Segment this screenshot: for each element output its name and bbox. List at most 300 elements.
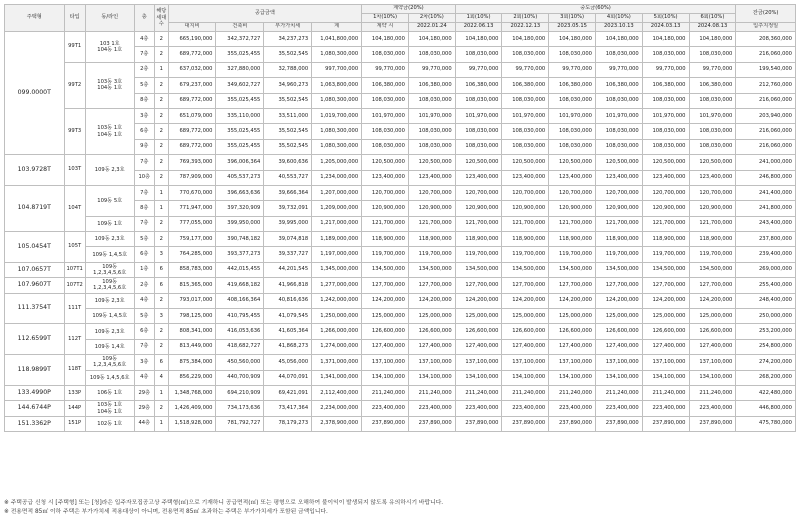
- cell-dep2: 137,100,000: [408, 355, 455, 370]
- header-dep1-when: 계약 시: [362, 23, 409, 32]
- cell-middle: 125,000,000: [689, 309, 736, 324]
- cell-unit-line: 109동 2,3호: [85, 324, 134, 339]
- cell-balance: 255,400,000: [736, 278, 796, 293]
- cell-count: 2: [154, 232, 168, 247]
- cell-middle: 134,500,000: [455, 262, 502, 277]
- cell-middle: 99,770,000: [455, 62, 502, 77]
- cell-middle: 137,100,000: [642, 355, 689, 370]
- cell-tower: 111T: [64, 293, 85, 324]
- cell-unit-line: 109동 1,4,5,6호: [85, 370, 134, 385]
- cell-count: 3: [154, 309, 168, 324]
- table-row: [5, 370, 796, 385]
- cell-balance: 243,400,000: [736, 216, 796, 231]
- cell-dep1: 108,030,000: [362, 124, 409, 139]
- cell-balance: 241,800,000: [736, 201, 796, 216]
- cell-dep1: 119,700,000: [362, 247, 409, 262]
- cell-vat: 35,502,545: [264, 124, 312, 139]
- cell-middle: 120,900,000: [502, 201, 549, 216]
- cell-vat: 41,079,545: [264, 309, 312, 324]
- cell-land: 770,670,000: [168, 185, 216, 200]
- cell-middle: 124,200,000: [455, 293, 502, 308]
- cell-floor: 4층: [134, 293, 154, 308]
- header-deposit: 계약금(20%): [362, 5, 456, 14]
- cell-middle: 125,000,000: [502, 309, 549, 324]
- cell-middle: 108,030,000: [689, 139, 736, 154]
- cell-unit-line: 103 1호 104동 1호: [85, 32, 134, 63]
- cell-dep2: 118,900,000: [408, 232, 455, 247]
- cell-unit-line: 106동 1호: [85, 385, 134, 400]
- cell-middle: 108,030,000: [689, 124, 736, 139]
- header-mid-label: 1회(10%): [455, 14, 502, 23]
- cell-middle: 237,890,000: [455, 416, 502, 431]
- cell-land: 637,032,000: [168, 62, 216, 77]
- cell-middle: 121,700,000: [502, 216, 549, 231]
- cell-middle: 211,240,000: [502, 385, 549, 400]
- cell-middle: 104,180,000: [455, 32, 502, 47]
- cell-count: 2: [154, 155, 168, 170]
- header-mid-date: 2023.10.13: [595, 23, 642, 32]
- cell-middle: 118,900,000: [549, 232, 596, 247]
- cell-total: 1,063,800,000: [312, 78, 362, 93]
- cell-tower: 99T3: [64, 108, 85, 154]
- cell-vat: 69,421,091: [264, 385, 312, 400]
- cell-balance: 250,000,000: [736, 309, 796, 324]
- cell-middle: 223,400,000: [642, 401, 689, 416]
- cell-count: 3: [154, 247, 168, 262]
- cell-middle: 137,100,000: [455, 355, 502, 370]
- cell-vat: 39,995,000: [264, 216, 312, 231]
- cell-floor: 7층: [134, 185, 154, 200]
- cell-unit-line: 103동 1호 104동 1호: [85, 401, 134, 416]
- footnote: ※ 전용면적 85㎡ 이하 주택은 부가가치세 적용대상이 아니며, 전용면적 85㎡ 초과하는 주택은 부가가치세가 포함된 금액입니다.: [4, 509, 328, 515]
- cell-balance: 241,000,000: [736, 155, 796, 170]
- cell-middle: 119,700,000: [689, 247, 736, 262]
- cell-dep2: 108,030,000: [408, 139, 455, 154]
- cell-middle: 123,400,000: [455, 170, 502, 185]
- cell-total: 1,234,000,000: [312, 170, 362, 185]
- cell-middle: 108,030,000: [455, 139, 502, 154]
- cell-unit-line: 109동 1호: [85, 216, 134, 231]
- cell-land: 689,772,000: [168, 93, 216, 108]
- cell-building: 335,110,000: [216, 108, 264, 123]
- cell-vat: 35,502,545: [264, 93, 312, 108]
- table-row: [5, 401, 796, 416]
- cell-building: 396,663,636: [216, 185, 264, 200]
- cell-middle: 99,770,000: [595, 62, 642, 77]
- cell-middle: 108,030,000: [642, 47, 689, 62]
- cell-building: 442,015,455: [216, 262, 264, 277]
- cell-vat: 32,788,000: [264, 62, 312, 77]
- cell-dep1: 108,030,000: [362, 139, 409, 154]
- cell-vat: 39,337,727: [264, 247, 312, 262]
- cell-building: 408,166,364: [216, 293, 264, 308]
- cell-middle: 127,700,000: [502, 278, 549, 293]
- cell-building: 355,025,455: [216, 47, 264, 62]
- cell-count: 6: [154, 262, 168, 277]
- cell-middle: 126,600,000: [642, 324, 689, 339]
- header-floor: 층: [134, 5, 154, 32]
- cell-unit-line: 109동 2,3호: [85, 293, 134, 308]
- cell-middle: 126,600,000: [689, 324, 736, 339]
- cell-balance: 208,360,000: [736, 32, 796, 47]
- cell-middle: 120,500,000: [455, 155, 502, 170]
- cell-balance: 203,940,000: [736, 108, 796, 123]
- cell-middle: 237,890,000: [502, 416, 549, 431]
- cell-vat: 78,179,273: [264, 416, 312, 431]
- header-mid-date: 2023.05.15: [549, 23, 596, 32]
- cell-middle: 104,180,000: [642, 32, 689, 47]
- cell-middle: 127,400,000: [502, 339, 549, 354]
- cell-building: 355,025,455: [216, 93, 264, 108]
- cell-land: 793,017,000: [168, 293, 216, 308]
- cell-tower: 107T1: [64, 262, 85, 277]
- cell-floor: 7층: [134, 155, 154, 170]
- cell-middle: 121,700,000: [455, 216, 502, 231]
- cell-tower: 99T1: [64, 32, 85, 63]
- cell-balance: 246,800,000: [736, 170, 796, 185]
- cell-type: 112.6599T: [5, 324, 65, 355]
- cell-tower: 99T2: [64, 62, 85, 108]
- cell-total: 1,266,000,000: [312, 324, 362, 339]
- cell-land: 808,341,000: [168, 324, 216, 339]
- cell-vat: 41,868,273: [264, 339, 312, 354]
- price-schedule-table: [4, 4, 796, 432]
- cell-middle: 237,890,000: [689, 416, 736, 431]
- cell-building: 694,210,909: [216, 385, 264, 400]
- cell-dep1: 118,900,000: [362, 232, 409, 247]
- cell-floor: 7층: [134, 47, 154, 62]
- cell-tower: 103T: [64, 155, 85, 186]
- table-row: [5, 185, 796, 200]
- cell-middle: 223,400,000: [549, 401, 596, 416]
- header-mid-label: 6회(10%): [689, 14, 736, 23]
- cell-middle: 125,000,000: [642, 309, 689, 324]
- table-row: [5, 355, 796, 370]
- cell-unit-line: 109동 1,2,3,4,5,6호: [85, 278, 134, 293]
- cell-middle: 118,900,000: [502, 232, 549, 247]
- cell-balance: 268,200,000: [736, 370, 796, 385]
- cell-vat: 39,666,364: [264, 185, 312, 200]
- cell-middle: 127,400,000: [455, 339, 502, 354]
- cell-count: 1: [154, 185, 168, 200]
- cell-total: 2,112,400,000: [312, 385, 362, 400]
- cell-building: 734,173,636: [216, 401, 264, 416]
- cell-type: 144.6744P: [5, 401, 65, 416]
- cell-count: 2: [154, 32, 168, 47]
- cell-count: 2: [154, 108, 168, 123]
- cell-middle: 120,500,000: [502, 155, 549, 170]
- cell-balance: 216,060,000: [736, 47, 796, 62]
- cell-tower: 105T: [64, 232, 85, 263]
- cell-tower: 112T: [64, 324, 85, 355]
- cell-dep2: 106,380,000: [408, 78, 455, 93]
- cell-middle: 123,400,000: [642, 170, 689, 185]
- cell-count: 1: [154, 201, 168, 216]
- cell-middle: 120,700,000: [642, 185, 689, 200]
- cell-dep2: 134,500,000: [408, 262, 455, 277]
- cell-total: 1,341,000,000: [312, 370, 362, 385]
- cell-dep2: 126,600,000: [408, 324, 455, 339]
- cell-middle: 126,600,000: [549, 324, 596, 339]
- cell-middle: 108,030,000: [455, 47, 502, 62]
- cell-middle: 101,970,000: [642, 108, 689, 123]
- cell-dep2: 120,700,000: [408, 185, 455, 200]
- cell-count: 2: [154, 139, 168, 154]
- table-row: [5, 309, 796, 324]
- table-row: [5, 293, 796, 308]
- header-supply: 공급금액: [168, 5, 361, 23]
- cell-dep2: 120,500,000: [408, 155, 455, 170]
- cell-tower: 107T2: [64, 278, 85, 293]
- cell-dep2: 124,200,000: [408, 293, 455, 308]
- cell-building: 397,320,909: [216, 201, 264, 216]
- cell-vat: 35,502,545: [264, 139, 312, 154]
- cell-middle: 108,030,000: [455, 93, 502, 108]
- cell-land: 771,947,000: [168, 201, 216, 216]
- cell-total: 1,205,000,000: [312, 155, 362, 170]
- cell-dep1: 120,900,000: [362, 201, 409, 216]
- cell-middle: 119,700,000: [595, 247, 642, 262]
- cell-total: 1,080,300,000: [312, 47, 362, 62]
- cell-dep1: 124,200,000: [362, 293, 409, 308]
- cell-land: 665,190,000: [168, 32, 216, 47]
- cell-floor: 9층: [134, 139, 154, 154]
- cell-building: 355,025,455: [216, 139, 264, 154]
- cell-land: 679,237,000: [168, 78, 216, 93]
- cell-count: 2: [154, 324, 168, 339]
- cell-building: 410,795,455: [216, 309, 264, 324]
- header-mid-label: 3회(10%): [549, 14, 596, 23]
- header-land: 대지비: [168, 23, 216, 32]
- cell-total: 1,041,800,000: [312, 32, 362, 47]
- cell-middle: 108,030,000: [549, 139, 596, 154]
- cell-dep1: 104,180,000: [362, 32, 409, 47]
- cell-middle: 134,100,000: [642, 370, 689, 385]
- cell-middle: 101,970,000: [455, 108, 502, 123]
- cell-middle: 108,030,000: [549, 124, 596, 139]
- cell-balance: 216,060,000: [736, 139, 796, 154]
- cell-middle: 121,700,000: [642, 216, 689, 231]
- cell-land: 815,365,000: [168, 278, 216, 293]
- table-row: [5, 339, 796, 354]
- cell-building: 450,560,000: [216, 355, 264, 370]
- cell-building: 393,377,273: [216, 247, 264, 262]
- cell-total: 2,234,000,000: [312, 401, 362, 416]
- header-mid-label: 5회(10%): [642, 14, 689, 23]
- header-building: 건축비: [216, 23, 264, 32]
- cell-unit-line: 109동 1,4호: [85, 339, 134, 354]
- cell-vat: 73,417,364: [264, 401, 312, 416]
- header-mid-date: 2024.08.13: [689, 23, 736, 32]
- cell-count: 2: [154, 170, 168, 185]
- cell-building: 405,537,273: [216, 170, 264, 185]
- cell-balance: 241,400,000: [736, 185, 796, 200]
- cell-middle: 127,700,000: [689, 278, 736, 293]
- cell-middle: 108,030,000: [502, 124, 549, 139]
- cell-building: 440,700,909: [216, 370, 264, 385]
- cell-dep1: 120,700,000: [362, 185, 409, 200]
- cell-dep1: 108,030,000: [362, 93, 409, 108]
- cell-land: 764,285,000: [168, 247, 216, 262]
- cell-balance: 269,000,000: [736, 262, 796, 277]
- cell-vat: 41,605,364: [264, 324, 312, 339]
- header-mid-date: 2022.06.13: [455, 23, 502, 32]
- cell-dep2: 223,400,000: [408, 401, 455, 416]
- header-mid-label: 4회(10%): [595, 14, 642, 23]
- cell-vat: 34,237,273: [264, 32, 312, 47]
- cell-middle: 223,400,000: [502, 401, 549, 416]
- cell-total: 1,197,000,000: [312, 247, 362, 262]
- cell-count: 4: [154, 370, 168, 385]
- cell-middle: 104,180,000: [549, 32, 596, 47]
- cell-total: 1,080,300,000: [312, 124, 362, 139]
- cell-middle: 119,700,000: [642, 247, 689, 262]
- cell-dep2: 237,890,000: [408, 416, 455, 431]
- cell-middle: 123,400,000: [595, 170, 642, 185]
- cell-land: 689,772,000: [168, 47, 216, 62]
- cell-type: 107.0657T: [5, 262, 65, 277]
- cell-middle: 127,400,000: [595, 339, 642, 354]
- cell-middle: 237,890,000: [549, 416, 596, 431]
- cell-dep1: 237,890,000: [362, 416, 409, 431]
- cell-middle: 126,600,000: [595, 324, 642, 339]
- cell-land: 769,393,000: [168, 155, 216, 170]
- cell-land: 787,909,000: [168, 170, 216, 185]
- cell-balance: 253,200,000: [736, 324, 796, 339]
- cell-middle: 134,100,000: [502, 370, 549, 385]
- cell-dep2: 101,970,000: [408, 108, 455, 123]
- cell-total: 2,378,900,000: [312, 416, 362, 431]
- cell-middle: 108,030,000: [549, 93, 596, 108]
- cell-middle: 125,000,000: [595, 309, 642, 324]
- cell-unit-line: 109동 1,2,3,4,5,6호: [85, 355, 134, 370]
- cell-type: 099.0000T: [5, 32, 65, 155]
- cell-middle: 118,900,000: [595, 232, 642, 247]
- cell-building: 342,372,727: [216, 32, 264, 47]
- cell-floor: 3층: [134, 355, 154, 370]
- cell-floor: 29층: [134, 401, 154, 416]
- cell-vat: 44,070,091: [264, 370, 312, 385]
- cell-building: 419,668,182: [216, 278, 264, 293]
- header-dep2: 2차(10%): [408, 14, 455, 23]
- cell-middle: 134,100,000: [549, 370, 596, 385]
- cell-unit-line: 103동 3호 104동 1호: [85, 62, 134, 108]
- cell-middle: 127,700,000: [455, 278, 502, 293]
- header-total: 계: [312, 23, 362, 32]
- cell-tower: 118T: [64, 355, 85, 386]
- cell-dep1: 125,000,000: [362, 309, 409, 324]
- cell-dep2: 127,700,000: [408, 278, 455, 293]
- cell-floor: 2층: [134, 278, 154, 293]
- table-row: [5, 32, 796, 47]
- cell-dep2: 120,900,000: [408, 201, 455, 216]
- cell-floor: 5층: [134, 232, 154, 247]
- cell-balance: 216,060,000: [736, 93, 796, 108]
- cell-dep2: 108,030,000: [408, 47, 455, 62]
- cell-unit-line: 109동 1,4,5호: [85, 247, 134, 262]
- cell-floor: 7층: [134, 339, 154, 354]
- cell-middle: 120,900,000: [642, 201, 689, 216]
- cell-middle: 223,400,000: [455, 401, 502, 416]
- header-dep1: 1차(10%): [362, 14, 409, 23]
- cell-middle: 99,770,000: [689, 62, 736, 77]
- cell-balance: 212,760,000: [736, 78, 796, 93]
- cell-building: 416,053,636: [216, 324, 264, 339]
- header-middle: 중도금(60%): [455, 5, 736, 14]
- cell-middle: 118,900,000: [642, 232, 689, 247]
- cell-middle: 120,500,000: [549, 155, 596, 170]
- cell-floor: 10층: [134, 170, 154, 185]
- cell-middle: 106,380,000: [502, 78, 549, 93]
- cell-middle: 120,900,000: [689, 201, 736, 216]
- cell-land: 689,772,000: [168, 124, 216, 139]
- cell-middle: 137,100,000: [502, 355, 549, 370]
- cell-dep2: 134,100,000: [408, 370, 455, 385]
- header-type: 주택형: [5, 5, 65, 32]
- cell-building: 349,602,727: [216, 78, 264, 93]
- cell-total: 997,700,000: [312, 62, 362, 77]
- cell-middle: 123,400,000: [689, 170, 736, 185]
- cell-dep2: 125,000,000: [408, 309, 455, 324]
- cell-count: 2: [154, 78, 168, 93]
- cell-land: 651,079,000: [168, 108, 216, 123]
- cell-count: 2: [154, 401, 168, 416]
- cell-vat: 40,816,636: [264, 293, 312, 308]
- cell-middle: 211,240,000: [595, 385, 642, 400]
- cell-dep1: 120,500,000: [362, 155, 409, 170]
- cell-unit-line: 109동 2,3호: [85, 155, 134, 186]
- cell-middle: 124,200,000: [549, 293, 596, 308]
- cell-floor: 7층: [134, 216, 154, 231]
- cell-total: 1,207,000,000: [312, 185, 362, 200]
- cell-middle: 121,700,000: [689, 216, 736, 231]
- cell-building: 418,682,727: [216, 339, 264, 354]
- cell-middle: 126,600,000: [502, 324, 549, 339]
- cell-dep1: 127,700,000: [362, 278, 409, 293]
- table-header: [5, 5, 796, 32]
- cell-balance: 216,060,000: [736, 124, 796, 139]
- cell-total: 1,242,000,000: [312, 293, 362, 308]
- cell-floor: 3층: [134, 108, 154, 123]
- header-mid-date: 2022.12.13: [502, 23, 549, 32]
- cell-middle: 120,700,000: [689, 185, 736, 200]
- cell-balance: 254,800,000: [736, 339, 796, 354]
- cell-dep1: 108,030,000: [362, 47, 409, 62]
- cell-floor: 2층: [134, 62, 154, 77]
- cell-dep2: 123,400,000: [408, 170, 455, 185]
- cell-middle: 125,000,000: [455, 309, 502, 324]
- cell-floor: 44층: [134, 416, 154, 431]
- cell-dep1: 137,100,000: [362, 355, 409, 370]
- cell-count: 1: [154, 416, 168, 431]
- cell-dep2: 211,240,000: [408, 385, 455, 400]
- cell-middle: 134,500,000: [502, 262, 549, 277]
- cell-dep1: 211,240,000: [362, 385, 409, 400]
- cell-middle: 134,500,000: [595, 262, 642, 277]
- cell-middle: 108,030,000: [549, 47, 596, 62]
- cell-balance: 248,400,000: [736, 293, 796, 308]
- cell-middle: 120,700,000: [595, 185, 642, 200]
- footnote: ※ 주택공급 신청 시 [주택형] 또는 [청]라은 입주자모집공고상 주택형(㎡)으로 기재하니 공급면적(㎡) 또는 평형으로 오해하여 불이익이 발생되지 않도록 유의하시기 바랍니다.: [4, 500, 444, 506]
- cell-land: 875,384,000: [168, 355, 216, 370]
- table-row: [5, 278, 796, 293]
- header-mid-label: 2회(10%): [502, 14, 549, 23]
- cell-dep2: 99,770,000: [408, 62, 455, 77]
- table-row: [5, 247, 796, 262]
- cell-building: 396,006,364: [216, 155, 264, 170]
- cell-middle: 125,000,000: [549, 309, 596, 324]
- cell-middle: 124,200,000: [642, 293, 689, 308]
